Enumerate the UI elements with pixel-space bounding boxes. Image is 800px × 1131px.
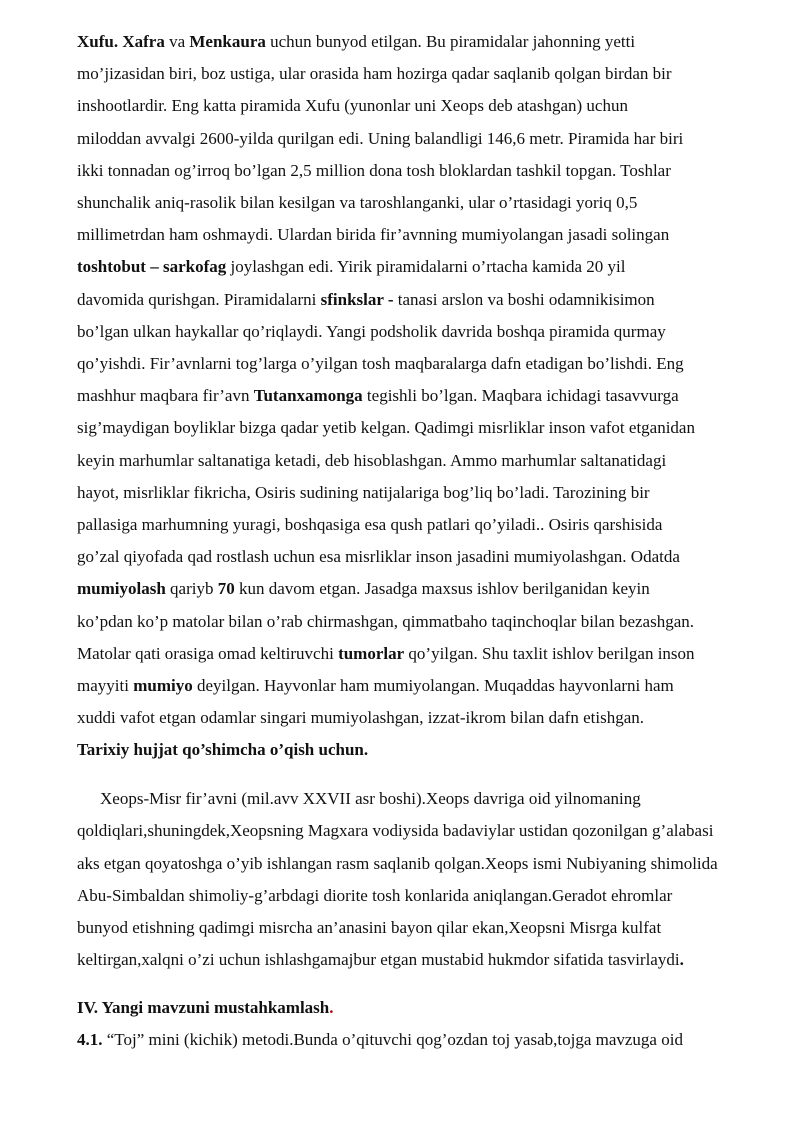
- text-run: Matolar qati orasiga omad keltiruvchi: [77, 643, 339, 663]
- text-line: [77, 284, 777, 316]
- bold-text: Tarixiy hujjat qo’shimcha o’qish uchun.: [77, 740, 369, 760]
- text-line: [77, 541, 777, 573]
- text-run: davomida qurishgan. Piramidalarni: [77, 289, 321, 309]
- text-run: aks etgan qoyatoshga o’yib ishlangan rasm saqlanib qolgan.Xeops ismi Nubiyaning shimolida: [77, 853, 718, 873]
- text-line: [77, 509, 777, 541]
- section-item-line: [77, 1024, 777, 1056]
- text-run: mashhur maqbara fir’avn: [77, 386, 254, 406]
- text-run: ikki tonnadan og’irroq bo’lgan 2,5 million dona tosh bloklardan tashkil topgan. Toshlar: [77, 160, 671, 180]
- text-run: qo’yilgan. Shu taxlit ishlov berilgan inson: [404, 643, 695, 663]
- historical-document-paragraph: [77, 783, 789, 977]
- bold-text: sfinkslar -: [320, 289, 394, 309]
- section-iv: [77, 992, 777, 1056]
- text-line: [77, 477, 777, 509]
- section-item-number: 4.1.: [77, 1030, 103, 1049]
- text-run: pallasiga marhumning yuragi, boshqasiga esa qush patlari qo’yiladi.. Osiris qarshisida: [77, 515, 663, 535]
- text-line: [77, 702, 777, 734]
- text-run: uchun bunyod etilgan. Bu piramidalar jahonning yetti: [265, 32, 636, 51]
- text-line: [77, 26, 777, 58]
- text-run: shunchalik aniq-rasolik bilan kesilgan va taroshlanganki, ular o’rtasidagi yoriq 0,5: [77, 193, 638, 213]
- text-line: [77, 316, 777, 348]
- text-line: [77, 880, 789, 912]
- bold-text: Xufu. Xafra: [77, 32, 165, 51]
- text-line: [77, 848, 789, 880]
- text-run: go’zal qiyofada qad rostlash uchun esa misrliklar inson jasadini mumiyolashgan. Odatda: [77, 547, 680, 567]
- text-run: kun davom etgan. Jasadga maxsus ishlov berilganidan keyin: [234, 579, 650, 599]
- text-run: deyilgan. Hayvonlar ham mumiyolangan. Muqaddas hayvonlarni ham: [192, 676, 674, 696]
- text-run: mo’jizasidan biri, boz ustiga, ular orasida ham hozirga qadar saqlanib qolgan birdan bir: [77, 64, 672, 84]
- text-run: keyin marhumlar saltanatiga ketadi, deb hisoblashgan. Ammo marhumlar saltanatidagi: [77, 450, 667, 470]
- text-line: [77, 412, 777, 444]
- text-line: [77, 155, 777, 187]
- section-heading-mark: .: [329, 998, 334, 1017]
- text-line: [77, 58, 777, 90]
- text-run: qo’yishdi. Fir’avnlarni tog’larga o’yilgan tosh maqbaralarga dafn etadigan bo’lishdi. Eng: [77, 354, 684, 374]
- text-run: miloddan avvalgi 2600-yilda qurilgan edi. Uning balandligi 146,6 metr. Piramida har biri: [77, 128, 684, 148]
- text-line: [77, 573, 777, 605]
- text-line: [77, 187, 777, 219]
- text-line: [77, 783, 789, 815]
- bold-text: mumiyo: [133, 676, 193, 696]
- text-line: [77, 251, 777, 283]
- text-line: [77, 912, 789, 944]
- text-line: [77, 380, 777, 412]
- text-line: [77, 734, 777, 766]
- text-run: inshootlardir. Eng katta piramida Xufu (yunonlar uni Xeops deb atashgan) uchun: [77, 96, 628, 116]
- bold-text: Menkaura: [189, 32, 266, 51]
- text-run: mayyiti: [77, 676, 134, 696]
- bold-text: tumorlar: [338, 643, 405, 663]
- text-run: qoldiqlari,shuningdek,Xeopsning Magxara vodiysida badaviylar ustidan qozonilgan g’alabasi: [77, 821, 714, 841]
- text-run: Xeops-Misr fir’avni (mil.avv XXVII asr boshi).Xeops davriga oid yilnomaning: [100, 789, 641, 808]
- text-run: va: [164, 32, 190, 51]
- text-run: tanasi arslon va boshi odamnikisimon: [393, 289, 655, 309]
- text-line: [77, 815, 789, 847]
- section-heading-line: [77, 992, 777, 1024]
- text-line: [77, 944, 789, 976]
- text-run: millimetrdan ham oshmaydi. Ulardan birida fir’avnning mumiyolangan jasadi solingan: [77, 225, 670, 245]
- text-line: [77, 90, 777, 122]
- text-run: tegishli bo’lgan. Maqbara ichidagi tasavvurga: [362, 386, 679, 406]
- bold-text: toshtobut – sarkofag: [77, 257, 227, 277]
- text-line: [77, 348, 777, 380]
- text-run: qariyb: [165, 579, 218, 599]
- section-heading: IV. Yangi mavzuni mustahkamlash: [77, 998, 330, 1017]
- bold-text: Tutanxamonga: [253, 386, 363, 406]
- text-line: [77, 445, 777, 477]
- text-run: keltirgan,xalqni o’zi uchun ishlashgamajbur etgan mustabid hukmdor sifatida tasvirlaydi: [77, 950, 680, 970]
- bold-text: 70: [217, 579, 235, 599]
- text-run: bunyod etishning qadimgi misrcha an’anasini bayon qilar ekan,Xeopsni Misrga kulfat: [77, 918, 662, 938]
- bold-text: .: [679, 950, 684, 970]
- text-run: joylashgan edi. Yirik piramidalarni o’rtacha kamida 20 yil: [226, 257, 626, 277]
- bold-text: mumiyolash: [77, 579, 166, 599]
- text-run: sig’maydigan boyliklar bizga qadar yetib kelgan. Qadimgi misrliklar inson vafot etganidan: [77, 418, 695, 438]
- text-line: [77, 670, 777, 702]
- text-run: ko’pdan ko’p matolar bilan o’rab chirmashgan, qimmatbaho taqinchoqlar bilan bezashgan.: [77, 611, 694, 631]
- text-line: [77, 219, 777, 251]
- text-line: [77, 606, 777, 638]
- text-run: xuddi vafot etgan odamlar singari mumiyolashgan, izzat-ikrom bilan dafn etishgan.: [77, 708, 644, 728]
- section-item-text: “Toj” mini (kichik) metodi.Bunda o’qituvchi qog’ozdan toj yasab,tojga mavzuga oid: [102, 1030, 683, 1049]
- text-line: [77, 638, 777, 670]
- main-paragraph: [77, 26, 777, 767]
- text-line: [77, 123, 777, 155]
- text-run: bo’lgan ulkan haykallar qo’riqlaydi. Yangi podsholik davrida boshqa piramida qurmay: [77, 321, 666, 341]
- text-run: Abu-Simbaldan shimoliy-g’arbdagi diorite tosh konlarida aniqlangan.Geradot ehromlar: [77, 885, 673, 905]
- text-run: hayot, misrliklar fikricha, Osiris sudining natijalariga bog’liq bo’ladi. Tarozining bir: [77, 482, 650, 502]
